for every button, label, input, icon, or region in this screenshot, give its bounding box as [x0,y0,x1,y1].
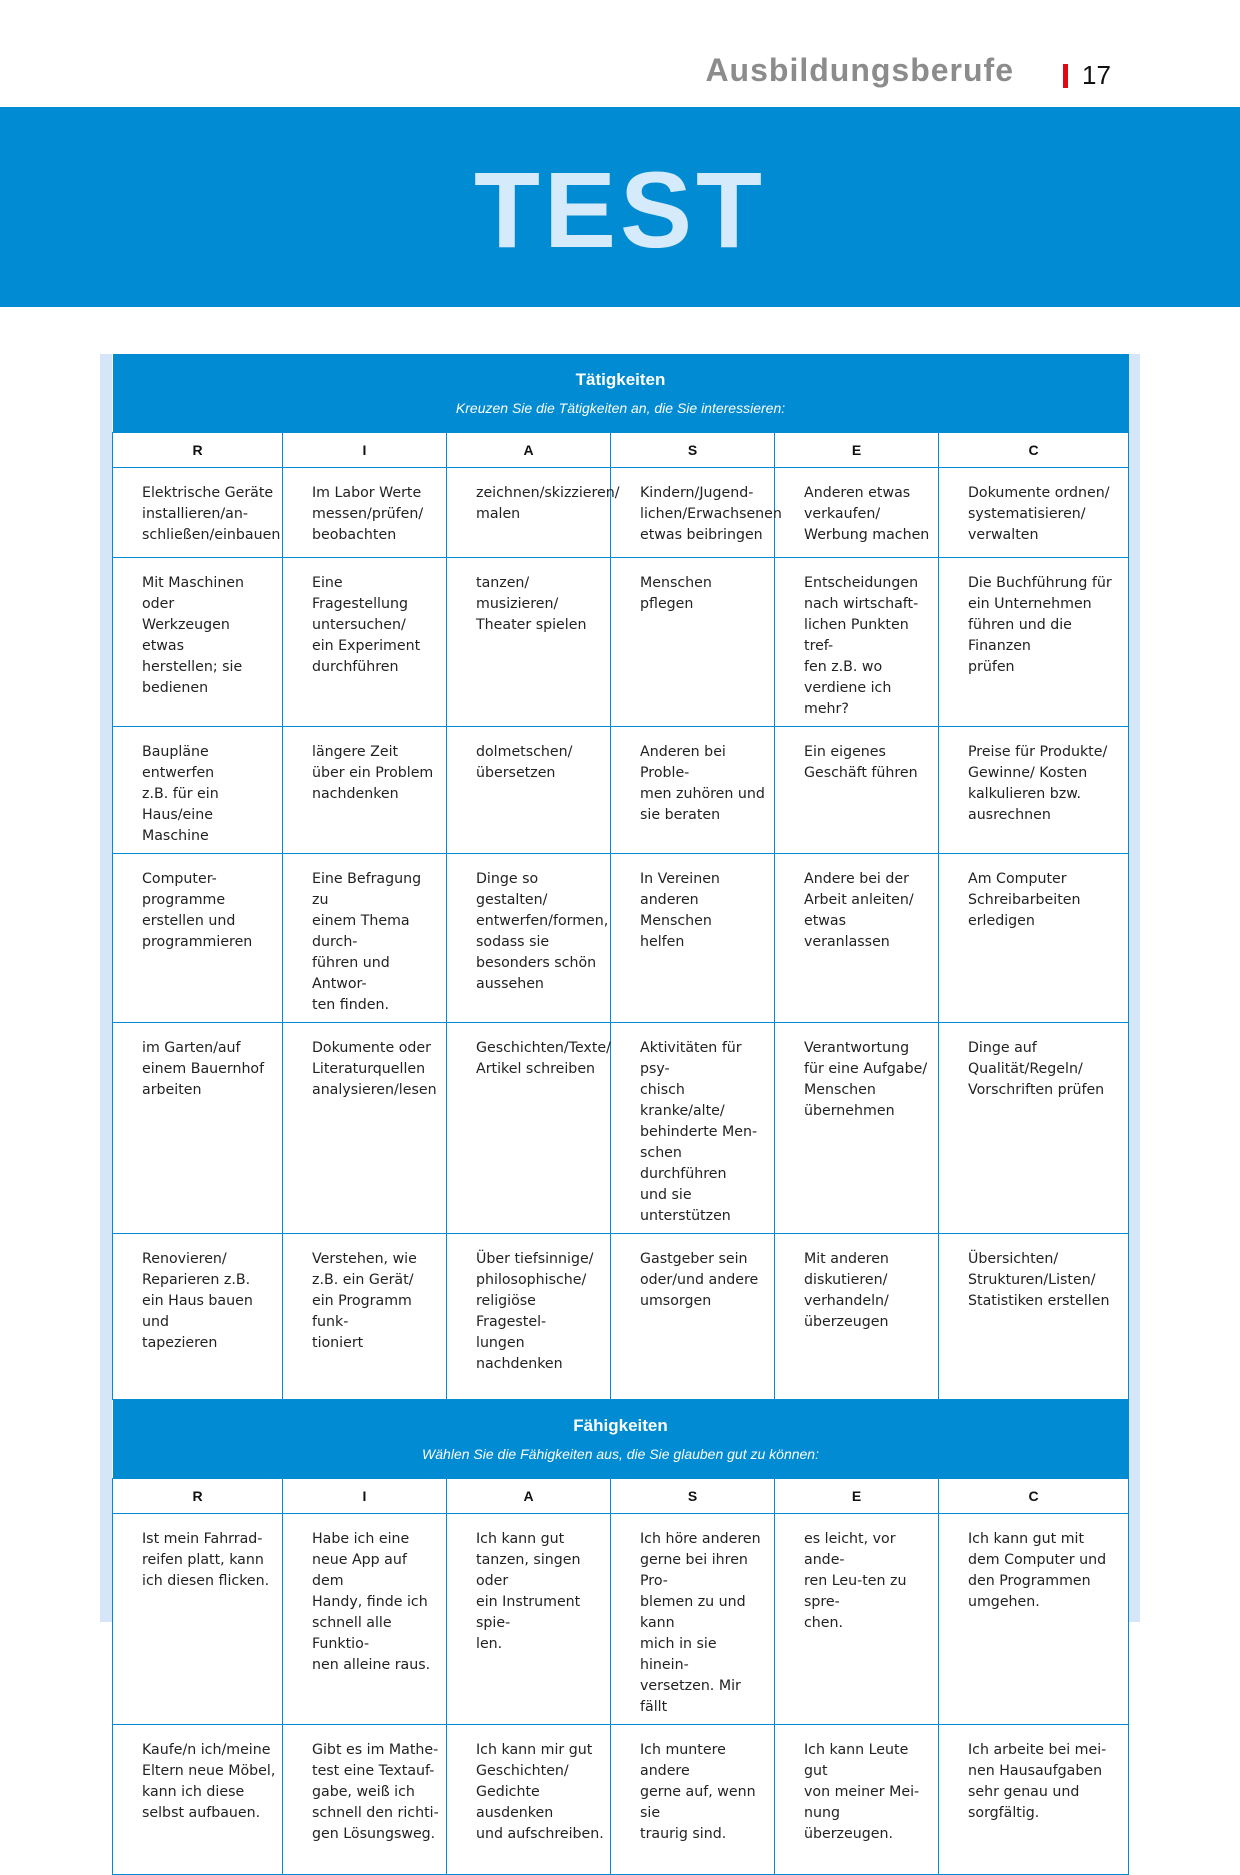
activities-cell[interactable]: Verstehen, wie z.B. ein Gerät/ ein Programm funk- tioniert [283,1234,447,1400]
column-header: A [447,433,611,468]
activities-cell[interactable]: Ein eigenes Geschäft führen [775,727,939,854]
column-header: S [611,1479,775,1514]
activities-cell[interactable]: Am Computer Schreibarbeiten erledigen [939,854,1129,1023]
activities-cell[interactable]: Dinge auf Qualität/Regeln/ Vorschriften prüfen [939,1023,1129,1234]
activities-cell[interactable]: Preise für Produkte/ Gewinne/ Kosten kalkulieren bzw. ausrechnen [939,727,1129,854]
abilities-cell[interactable]: Ich kann gut mit dem Computer und den Programmen umgehen. [939,1514,1129,1725]
abilities-column-headers [113,1479,1129,1514]
activities-cell[interactable]: Andere bei der Arbeit anleiten/ etwas veranlassen [775,854,939,1023]
abilities-cell[interactable]: Kaufe/n ich/meine Eltern neue Möbel, kann ich diese selbst aufbauen. [113,1725,283,1875]
title-banner [0,107,1240,307]
table-row [113,1514,1129,1725]
column-header: C [939,433,1129,468]
column-header: E [775,433,939,468]
activities-cell[interactable]: Geschichten/Texte/ Artikel schreiben [447,1023,611,1234]
table-row [113,854,1129,1023]
activities-cell[interactable]: Über tiefsinnige/ philosophische/ religiöse Fragestel- lungen nachdenken [447,1234,611,1400]
abilities-cell[interactable]: es leicht, vor ande- ren Leu-ten zu spre- chen. [775,1514,939,1725]
column-header: I [283,1479,447,1514]
activities-cell[interactable]: Verantwortung für eine Aufgabe/ Menschen übernehmen [775,1023,939,1234]
column-header: R [113,433,283,468]
table-row [113,468,1129,558]
table-row [113,1234,1129,1400]
activities-cell[interactable]: Eine Befragung zu einem Thema durch- führen und Antwor- ten finden. [283,854,447,1023]
activities-cell[interactable]: Entscheidungen nach wirtschaft- lichen Punkten tref- fen z.B. wo verdiene ich mehr? [775,558,939,727]
activities-column-headers [113,433,1129,468]
activities-section-header [113,354,1129,433]
activities-cell[interactable]: Elektrische Geräte installieren/an- schließen/einbauen [113,468,283,558]
table-row [113,1023,1129,1234]
activities-cell[interactable]: Eine Fragestellung untersuchen/ ein Experiment durchführen [283,558,447,727]
table-row [113,1725,1129,1875]
activities-cell[interactable]: Im Labor Werte messen/prüfen/ beobachten [283,468,447,558]
abilities-header-cell [113,1400,1129,1479]
activities-cell[interactable]: Menschen pflegen [611,558,775,727]
column-header: R [113,1479,283,1514]
activities-cell[interactable]: Aktivitäten für psy- chisch kranke/alte/ behinderte Men- schen durchführen und sie unterstützen [611,1023,775,1234]
activities-cell[interactable]: Gastgeber sein oder/und andere umsorgen [611,1234,775,1400]
activities-header-cell [113,354,1129,433]
activities-cell[interactable]: Anderen bei Proble- men zuhören und sie beraten [611,727,775,854]
activities-cell[interactable]: In Vereinen anderen Menschen helfen [611,854,775,1023]
activities-cell[interactable]: längere Zeit über ein Problem nachdenken [283,727,447,854]
activities-cell[interactable]: Dokumente oder Literaturquellen analysieren/lesen [283,1023,447,1234]
activities-cell[interactable]: Computer- programme erstellen und programmieren [113,854,283,1023]
activities-title: Tätigkeiten [575,370,666,389]
activities-cell[interactable]: Mit anderen diskutieren/ verhandeln/ überzeugen [775,1234,939,1400]
abilities-cell[interactable]: Ich kann Leute gut von meiner Mei- nung überzeugen. [775,1725,939,1875]
abilities-cell[interactable]: Ich kann mir gut Geschichten/ Gedichte ausdenken und aufschreiben. [447,1725,611,1875]
activities-cell[interactable]: dolmetschen/ übersetzen [447,727,611,854]
activities-cell[interactable]: Dokumente ordnen/ systematisieren/ verwalten [939,468,1129,558]
table-row [113,558,1129,727]
activities-cell[interactable]: Übersichten/ Strukturen/Listen/ Statistiken erstellen [939,1234,1129,1400]
abilities-subtitle: Wählen Sie die Fähigkeiten aus, die Sie glauben gut zu können: [422,1446,819,1462]
abilities-cell[interactable]: Ich muntere andere gerne auf, wenn sie traurig sind. [611,1725,775,1875]
column-header: E [775,1479,939,1514]
abilities-cell[interactable]: Ich kann gut tanzen, singen oder ein Instrument spie- len. [447,1514,611,1725]
test-card [100,354,1140,1842]
abilities-cell[interactable]: Ich höre anderen gerne bei ihren Pro- blemen zu und kann mich in sie hinein- versetzen. Mir fällt [611,1514,775,1725]
page-header-title: Ausbildungsberufe [705,52,1014,88]
activities-cell[interactable]: Anderen etwas verkaufen/ Werbung machen [775,468,939,558]
activities-subtitle: Kreuzen Sie die Tätigkeiten an, die Sie interessieren: [455,400,786,416]
riasec-table [112,354,1129,1875]
abilities-cell[interactable]: Ich arbeite bei mei- nen Hausaufgaben sehr genau und sorgfältig. [939,1725,1129,1875]
activities-cell[interactable]: im Garten/auf einem Bauernhof arbeiten [113,1023,283,1234]
abilities-title: Fähigkeiten [573,1416,668,1435]
page-marker [1063,64,1068,88]
activities-cell[interactable]: tanzen/ musizieren/ Theater spielen [447,558,611,727]
banner-title: TEST [473,149,766,270]
column-header: S [611,433,775,468]
column-header: A [447,1479,611,1514]
activities-cell[interactable]: Dinge so gestalten/ entwerfen/formen, sodass sie besonders schön aussehen [447,854,611,1023]
column-header: C [939,1479,1129,1514]
column-header: I [283,433,447,468]
activities-cell[interactable]: zeichnen/skizzieren/ malen [447,468,611,558]
abilities-section-header [113,1400,1129,1479]
abilities-cell[interactable]: Gibt es im Mathe- test eine Textauf- gabe, weiß ich schnell den richti- gen Lösungsweg. [283,1725,447,1875]
activities-cell[interactable]: Kindern/Jugend- lichen/Erwachsenen etwas beibringen [611,468,775,558]
activities-cell[interactable]: Baupläne entwerfen z.B. für ein Haus/eine Maschine [113,727,283,854]
activities-cell[interactable]: Die Buchführung für ein Unternehmen führen und die Finanzen prüfen [939,558,1129,727]
activities-cell[interactable]: Mit Maschinen oder Werkzeugen etwas herstellen; sie bedienen [113,558,283,727]
page-number: 17 [1082,60,1111,90]
table-row [113,727,1129,854]
abilities-cell[interactable]: Ist mein Fahrrad- reifen platt, kann ich diesen flicken. [113,1514,283,1725]
abilities-cell[interactable]: Habe ich eine neue App auf dem Handy, finde ich schnell alle Funktio- nen alleine raus. [283,1514,447,1725]
activities-cell[interactable]: Renovieren/ Reparieren z.B. ein Haus bauen und tapezieren [113,1234,283,1400]
